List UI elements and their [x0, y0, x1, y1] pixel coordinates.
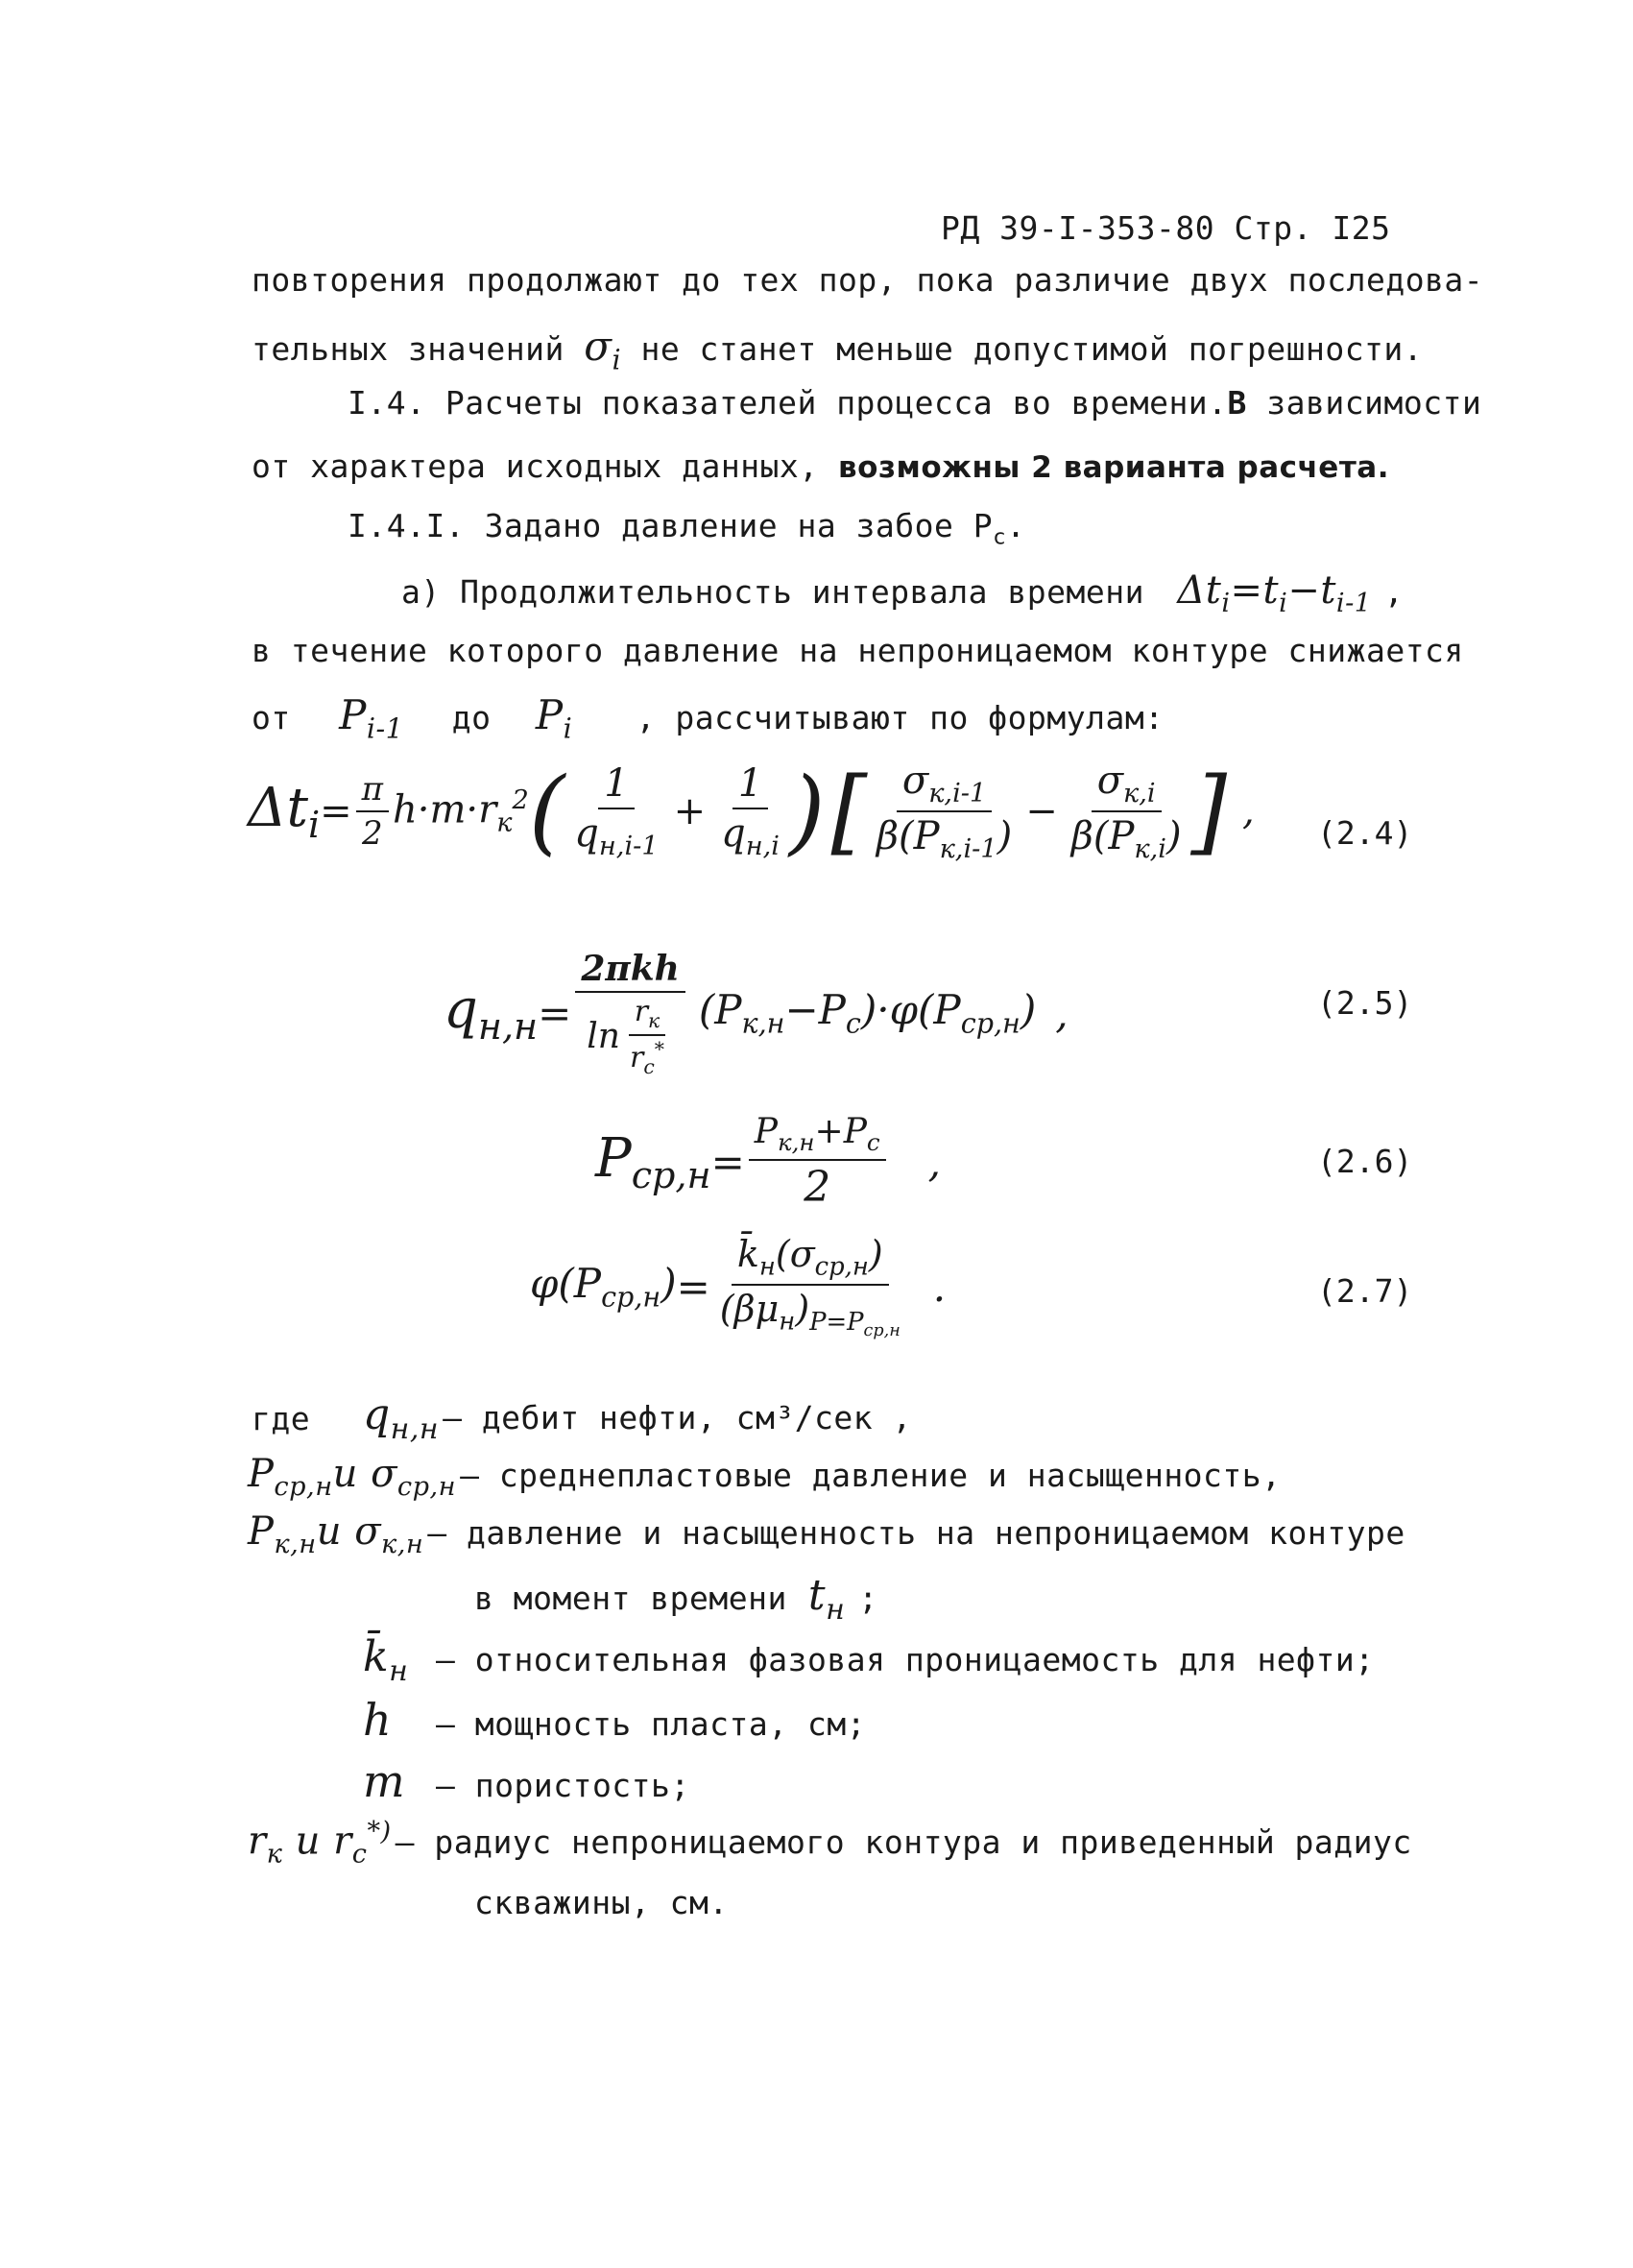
- interval-formula: $\Delta t_i=t_i-t_{i-1}$: [1177, 568, 1372, 618]
- equation-2-5: $q_{н,н}$ = 2πkh ln $\frac{r_к}{r_c^*}$ $(P_{к,н}-P_c)\cdot\varphi(P_{ср,н})$ ,: [444, 948, 1069, 1078]
- sigma-symbol: $\sigma_i$: [584, 323, 622, 376]
- definition-row: $P_{к,н}и$ $\sigma_{к,н}$ – давление и насыщенность на непроницаемом контуре: [248, 1509, 1405, 1559]
- paragraph-line: в течение которого давление на непроницаемом контуре снижается: [252, 632, 1464, 669]
- definition-row: m – пористость;: [363, 1755, 690, 1807]
- equation-number: (2.5): [1317, 984, 1413, 1022]
- paragraph-line: а) Продолжительность интервала времени $\Delta t_i=t_i-t_{i-1}$ ,: [401, 568, 1405, 618]
- equation-number: (2.4): [1317, 814, 1413, 852]
- equation-number: (2.7): [1317, 1272, 1413, 1310]
- definition-row: h – мощность пласта, см;: [363, 1694, 867, 1746]
- paragraph-line: I.4. Расчеты показателей процесса во времени.В зависимости: [348, 384, 1482, 422]
- definition-row: $k̄_н$ – относительная фазовая проницаемость для нефти;: [363, 1632, 1375, 1688]
- equation-2-4: $\Delta t_i$ = $\frac{\pi}{2}$ $h\cdot m\cdot r_к^2$ ( $\frac{1}{q_{н,i-1}}$ + $\frac{1}{q_{н,i}}$ ) [ $\frac{\sigma_{к,i-1}}{\beta(P_{к,i-1})}$ − $\frac{\sigma_{к,i}}{\beta(P_{к,i})}$ ] ,: [248, 758, 1255, 865]
- definition-row: $P_{ср,н}и$ $\sigma_{ср,н}$ – среднепластовые давление и насыщенность,: [248, 1452, 1282, 1502]
- definition-where: где: [252, 1400, 311, 1437]
- definition-row: $r_к$ и $r_c^{*)}$ – радиус непроницаемого контура и приведенный радиус: [248, 1817, 1412, 1870]
- definition-row: скважины, см.: [474, 1884, 729, 1921]
- equation-2-7: $\varphi(P_{ср,н})$ = $\frac{k̄_н(\sigma_{ср,н})}{(\beta\mu_н)_{P=P_{ср,н}}}$ .: [530, 1233, 947, 1340]
- paragraph-line: тельных значений $\sigma_i$ не станет меньше допустимой погрешности.: [252, 323, 1424, 376]
- definition-row: $q_{н,н}$ – дебит нефти, см³/сек ,: [363, 1390, 912, 1446]
- paragraph-line: от $P_{i-1}$ до $P_i$ , рассчитывают по формулам:: [252, 691, 1165, 745]
- definition-row: в момент времени $t_н$ ;: [474, 1571, 878, 1627]
- equation-number: (2.6): [1317, 1143, 1413, 1180]
- paragraph-line: от характера исходных данных, возможны 2 варианта расчета.: [252, 447, 1389, 485]
- paragraph-line: I.4.I. Задано давление на забое $P_c$.: [348, 507, 1026, 550]
- paragraph-line: повторения продолжают до тех пор, пока различие двух последова-: [252, 261, 1484, 299]
- page-header: РД 39-I-353-80 Стр. I25: [941, 209, 1391, 247]
- equation-2-6: $P_{ср,н}$ = $\frac{P_{к,н}+P_c}{2}$ ,: [595, 1112, 941, 1212]
